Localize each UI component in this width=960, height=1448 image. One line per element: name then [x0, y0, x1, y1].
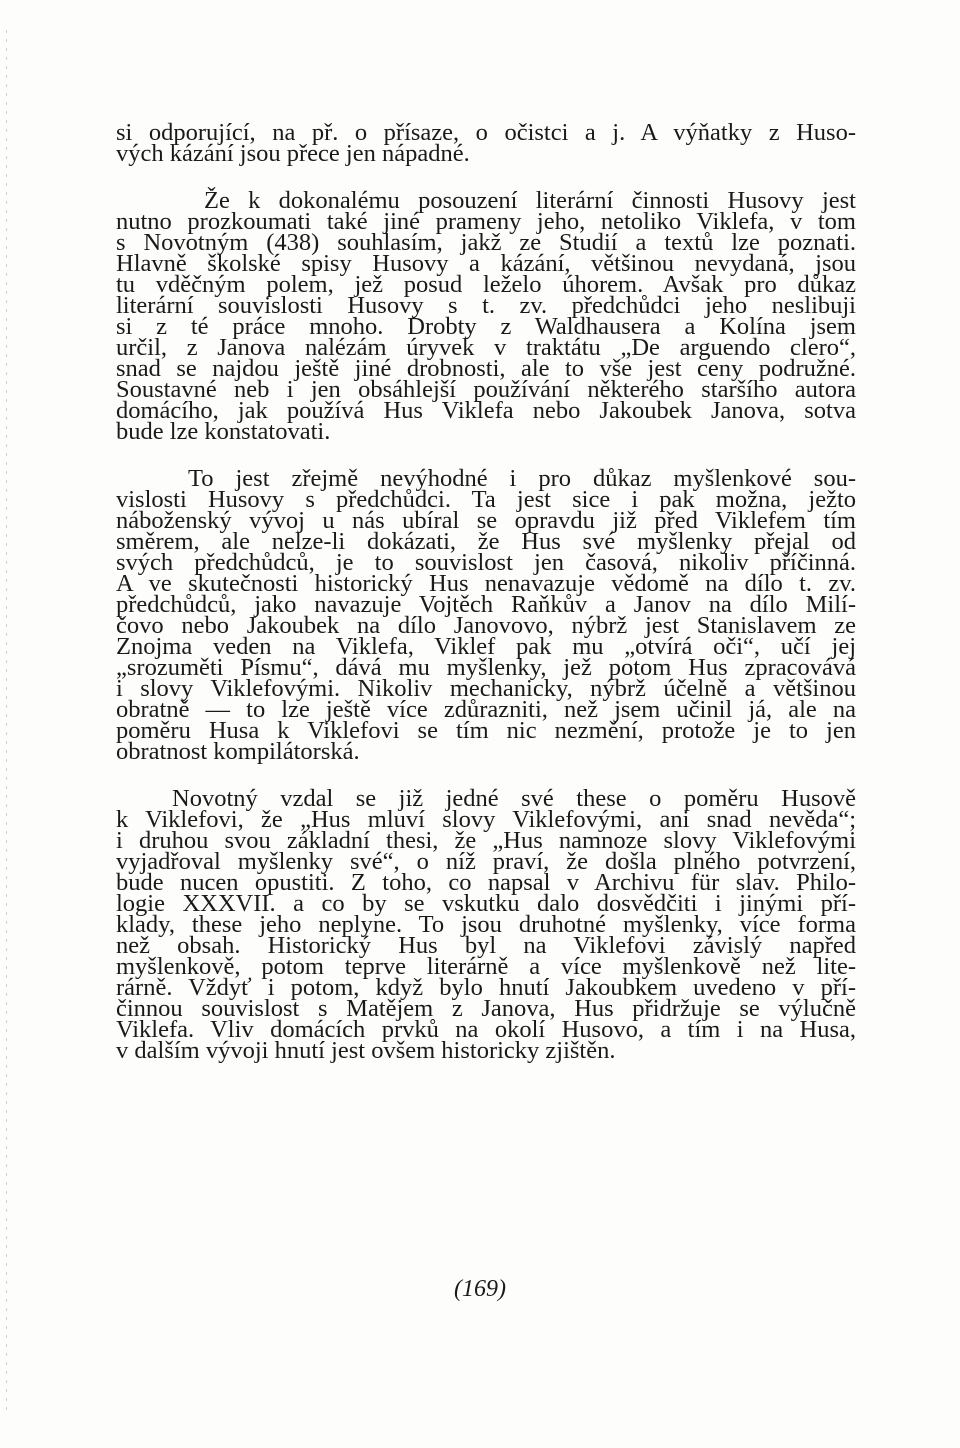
text-line: „srozuměti Písmu“, dává mu myšlenky, jež potom Hus zpracovává [116, 654, 856, 681]
text-line: v dalším vývoji hnutí jest ovšem historicky zjištěn. [116, 1037, 616, 1064]
text-line: A ve skutečnosti historický Hus nenavazuje vědomě na dílo t. zv. [116, 570, 856, 597]
text-line: náboženský vývoj u nás ubíral se opravdu již před Viklefem tím [116, 507, 856, 534]
text-line: nutno prozkoumati také jiné prameny jeho, netoliko Viklefa, v tom [116, 208, 856, 235]
text-line: Soustavné neb i jen obsáhlejší používání některého staršího autora [116, 376, 856, 403]
text-line: vislosti Husovy s předchůdci. Ta jest sice i pak možna, ježto [116, 486, 856, 513]
text-line: směrem, ale nelze-li dokázati, že Hus své myšlenky přejal od [116, 528, 856, 555]
paragraph-1 [116, 119, 856, 167]
text-line: tu vděčným polem, jež posud leželo úhorem. Avšak pro důkaz [116, 271, 856, 298]
scan-edge-mark [6, 30, 7, 1410]
text-line: s Novotným (438) souhlasím, jakž ze Studií a textů lze poznati. [116, 229, 856, 256]
text-line: určil, z Janova nalézám úryvek v traktátu „De arguendo clero“, [116, 334, 856, 361]
page-number: (169) [454, 1276, 506, 1302]
text-line: Že k dokonalému posouzení literární činnosti Husovy jest [204, 187, 856, 214]
text-line: čovo nebo Jakoubek na dílo Janovovo, nýbrž jest Stanislavem ze [116, 612, 856, 639]
text-line: vých kázání jsou přece jen nápadné. [116, 140, 470, 167]
text-line: rárně. Vždyť i potom, když bylo hnutí Jakoubkem uvedeno v pří- [116, 974, 856, 1001]
text-line: domácího, jak používá Hus Viklefa nebo Jakoubek Janova, sotva [116, 397, 856, 424]
text-column [116, 119, 856, 1064]
text-line: předchůdců, jako navazuje Vojtěch Raňkův a Janov na dílo Milí- [116, 591, 856, 618]
text-line: poměru Husa k Viklefovi se tím nic nezmění, protože je to jen [116, 717, 856, 744]
text-line: literární souvislosti Husovy s t. zv. předchůdci jeho neslibuji [116, 292, 856, 319]
text-line: klady, these jeho neplyne. To jsou druhotné myšlenky, více forma [116, 911, 856, 938]
text-line: si odporující, na př. o přísaze, o očistci a j. A výňatky z Huso- [116, 119, 856, 146]
paragraph-3 [116, 465, 856, 765]
text-line: snad se najdou ještě jiné drobnosti, ale to vše jest ceny podružné. [116, 355, 856, 382]
text-line: Znojma veden na Viklefa, Viklef pak mu „otvírá oči“, učí jej [116, 633, 856, 660]
text-line: myšlenkově, potom teprve literárně a více myšlenkově než lite- [116, 953, 856, 980]
text-line: vyjadřoval myšlenky své“, o níž praví, že došla plného potvrzení, [116, 848, 856, 875]
text-line: Hlavně školské spisy Husovy a kázání, většinou nevydaná, jsou [116, 250, 856, 277]
text-line: si z té práce mnoho. Drobty z Waldhausera a Kolína jsem [116, 313, 856, 340]
paragraph-4 [116, 785, 856, 1064]
text-line: svých předchůdců, je to souvislost jen časová, nikoliv příčinná. [116, 549, 856, 576]
text-line: logie XXXVII. a co by se vskutku dalo dosvědčiti i jinými pří- [116, 890, 856, 917]
text-line: i slovy Viklefovými. Nikoliv mechanicky, nýbrž účelně a většinou [116, 675, 856, 702]
text-line: bude nucen opustiti. Z toho, co napsal v Archivu für slav. Philo- [116, 869, 856, 896]
text-line: činnou souvislost s Matějem z Janova, Hus přidržuje se výlučně [116, 995, 856, 1022]
text-line: Novotný vzdal se již jedné své these o poměru Husově [172, 785, 856, 812]
text-line: To jest zřejmě nevýhodné i pro důkaz myšlenkové sou- [188, 465, 856, 492]
text-line: obratně — to lze ještě více zdůrazniti, než jsem učinil já, ale na [116, 696, 856, 723]
paragraph-2 [116, 187, 856, 445]
text-line: i druhou svou základní thesi, že „Hus namnoze slovy Viklefovými [116, 827, 856, 854]
text-line: bude lze konstatovati. [116, 418, 331, 445]
text-line: obratnost kompilátorská. [116, 738, 360, 765]
text-line: Viklefa. Vliv domácích prvků na okolí Husovo, a tím i na Husa, [116, 1016, 856, 1043]
text-line: než obsah. Historický Hus byl na Viklefovi závislý napřed [116, 932, 856, 959]
text-line: k Viklefovi, že „Hus mluví slovy Viklefovými, ani snad nevěda“; [116, 806, 856, 833]
